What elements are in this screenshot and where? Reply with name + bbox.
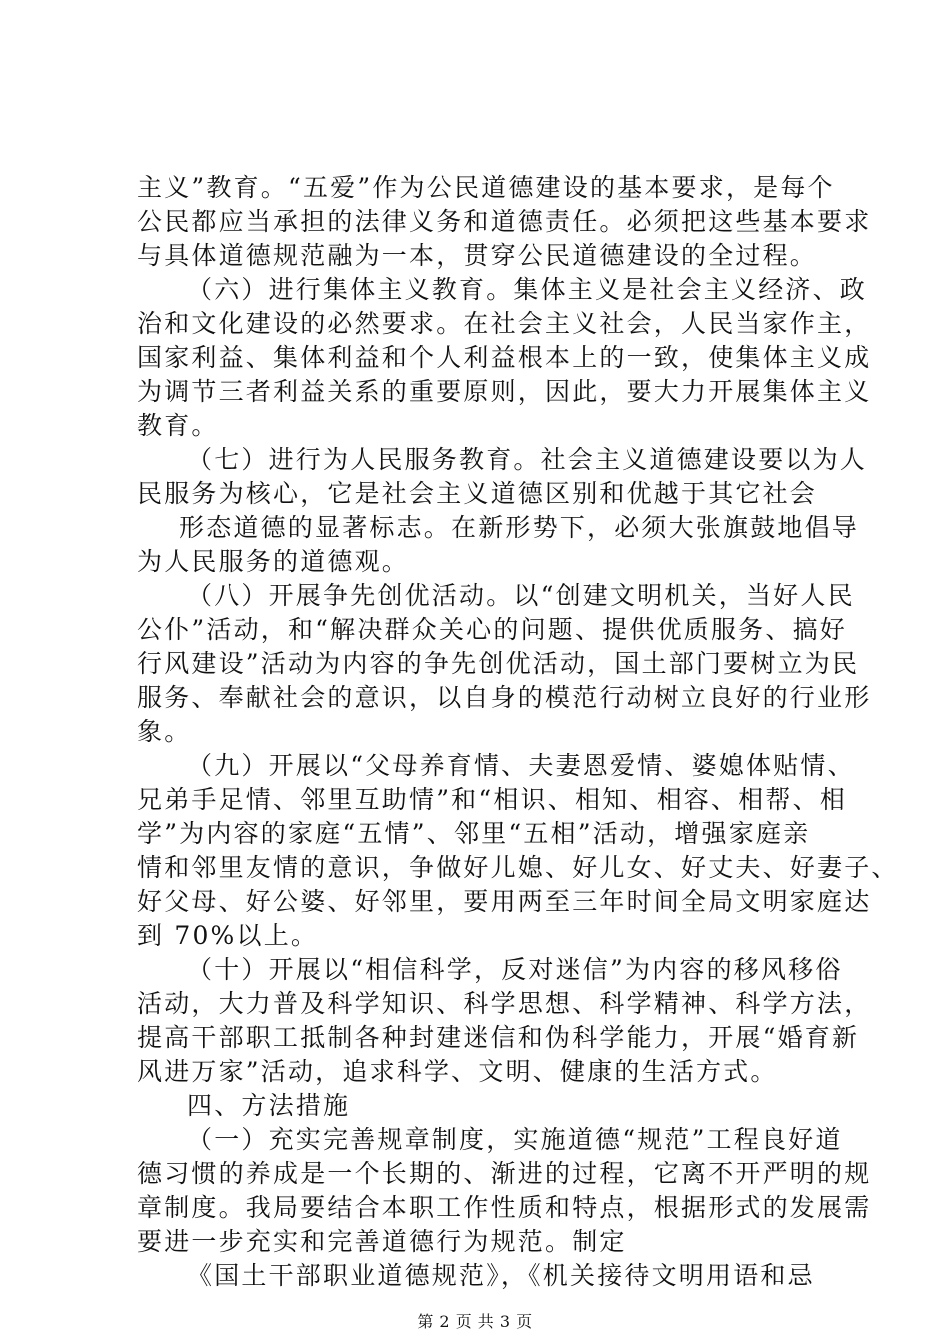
text-line: （七）进行为人民服务教育。社会主义道德建设要以为人 bbox=[187, 445, 868, 474]
page-footer: 第 2 页 共 3 页 bbox=[417, 1312, 533, 1331]
text-line: 风进万家”活动，追求科学、文明、健康的生活方式。 bbox=[137, 1057, 778, 1086]
text-line: （六）进行集体主义教育。集体主义是社会主义经济、政 bbox=[187, 275, 868, 304]
text-line: 形态道德的显著标志。在新形势下，必须大张旗鼓地倡导 bbox=[179, 513, 860, 542]
text-line: 章制度。我局要结合本职工作性质和特点，根据形式的发展需 bbox=[137, 1193, 872, 1222]
section-heading: 四、方法措施 bbox=[187, 1091, 351, 1120]
text-line: 教育。 bbox=[137, 411, 219, 440]
text-line: 服务、奉献社会的意识，以自身的模范行动树立良好的行业形 bbox=[137, 683, 872, 712]
text-line: 提高干部职工抵制各种封建迷信和伪科学能力，开展“婚育新 bbox=[137, 1023, 860, 1052]
text-line: 德习惯的养成是一个长期的、渐进的过程，它离不开严明的规 bbox=[137, 1159, 872, 1188]
text-line: （十）开展以“相信科学，反对迷信”为内容的移风移俗 bbox=[187, 955, 843, 984]
text-line: 《国土干部职业道德规范》，《机关接待文明用语和忌 bbox=[187, 1261, 815, 1290]
text-line: 公仆”活动，和“解决群众关心的问题、提供优质服务、搞好 bbox=[137, 615, 847, 644]
text-line: 情和邻里友情的意识，争做好儿媳、好儿女、好丈夫、好妻子、 bbox=[137, 853, 899, 882]
text-line: （一）充实完善规章制度，实施道德“规范”工程良好道 bbox=[187, 1125, 843, 1154]
text-line: 为人民服务的道德观。 bbox=[137, 547, 410, 576]
text-line: 要进一步充实和完善道德行为规范。制定 bbox=[137, 1227, 627, 1256]
text-line: 主义”教育。“五爱”作为公民道德建设的基本要求，是每个 bbox=[137, 173, 835, 202]
text-line: 行风建设”活动为内容的争先创优活动，国土部门要树立为民 bbox=[137, 649, 860, 678]
text-line: 到 70%以上。 bbox=[137, 921, 319, 950]
text-line: （八）开展争先创优活动。以“创建文明机关，当好人民 bbox=[187, 581, 855, 610]
text-line: 兄弟手足情、邻里互助情”和“相识、相知、相容、相帮、相 bbox=[137, 785, 847, 814]
text-line: 好父母、好公婆、好邻里，要用两至三年时间全局文明家庭达 bbox=[137, 887, 872, 916]
text-line: 象。 bbox=[137, 717, 192, 746]
text-line: 与具体道德规范融为一本，贯穿公民道德建设的全过程。 bbox=[137, 241, 818, 270]
text-line: 治和文化建设的必然要求。在社会主义社会，人民当家作主， bbox=[137, 309, 872, 338]
text-line: 公民都应当承担的法律义务和道德责任。必须把这些基本要求 bbox=[137, 207, 872, 236]
text-line: 民服务为核心，它是社会主义道德区别和优越于其它社会 bbox=[137, 479, 818, 508]
text-line: 为调节三者利益关系的重要原则，因此，要大力开展集体主义 bbox=[137, 377, 872, 406]
text-line: （九）开展以“父母养育情、夫妻恩爱情、婆媳体贴情、 bbox=[187, 751, 855, 780]
text-line: 学”为内容的家庭“五情”、邻里“五相”活动，增强家庭亲 bbox=[137, 819, 811, 848]
text-line: 国家利益、集体利益和个人利益根本上的一致，使集体主义成 bbox=[137, 343, 872, 372]
text-line: 活动，大力普及科学知识、科学思想、科学精神、科学方法， bbox=[137, 989, 872, 1018]
